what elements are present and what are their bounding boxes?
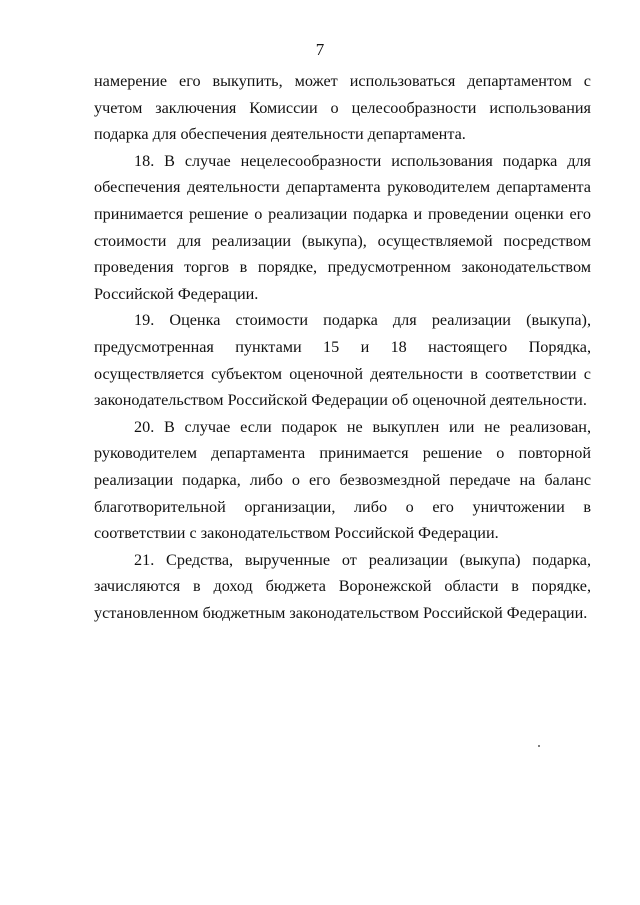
document-body bbox=[94, 68, 591, 626]
paragraph-21: 21. Средства, вырученные от реализации (выкупа) подарка, зачисляются в доход бюджета Воронежской области в порядке, установленном бюджетным законодательством Российской Федерации. bbox=[94, 550, 591, 622]
scan-speck bbox=[538, 745, 540, 747]
paragraph-19: 19. Оценка стоимости подарка для реализации (выкупа), предусмотренная пунктами 15 и 18 настоящего Порядка, осуществляется субъектом оценочной деятельности в соответствии с законодательством Российской Федерации об оценочной деятельности. bbox=[94, 311, 591, 410]
page-number: 7 bbox=[315, 40, 325, 59]
paragraph-18: 18. В случае нецелесообразности использования подарка для обеспечения деятельности департамента руководителем департамента принимается решение о реализации подарка и проведении оценки его стоимости для реализации (выкупа), осуществляемой посредством проведения торгов в порядке, предусмотренном законодательством Российской Федерации. bbox=[94, 151, 591, 303]
paragraph-20: 20. В случае если подарок не выкуплен или не реализован, руководителем департамента принимается решение о повторной реализации подарка, либо о его безвозмездной передаче на баланс благотворительной организации, либо о его уничтожении в соответствии с законодательством Российской Федерации. bbox=[94, 417, 591, 543]
paragraph-17-continuation: намерение его выкупить, может использоваться департаментом с учетом заключения Комиссии о целесообразности использования подарка для обеспечения деятельности департамента. bbox=[94, 72, 591, 144]
